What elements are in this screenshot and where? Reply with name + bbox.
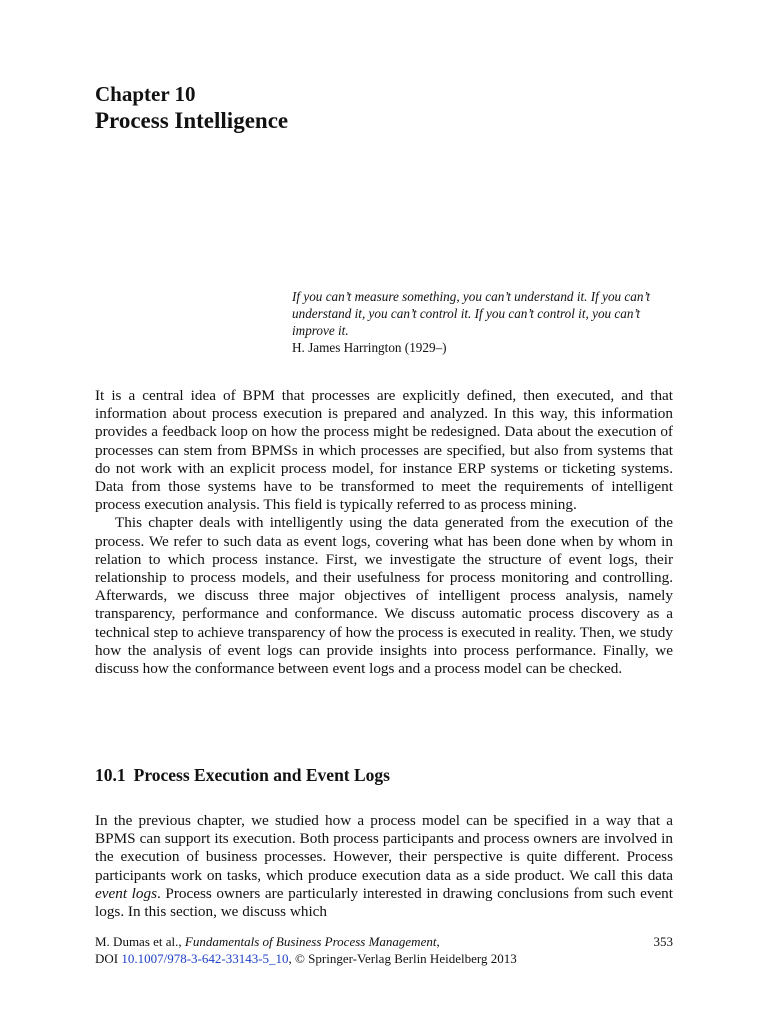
section-text-before: In the previous chapter, we studied how a process model can be specified in a way that a BPMS can support its execution. Both process participants and process owners are involved in the execution of business processes. However, their perspective is quite different. Process participants work on tasks, which produce execution data as a side product. We call this data [95,812,673,884]
doi-prefix: DOI [95,951,122,966]
citation-authors: M. Dumas et al., [95,934,185,949]
chapter-label: Chapter 10 [95,82,196,106]
intro-text [95,387,673,678]
epigraph-author: H. James Harrington (1929–) [292,340,447,355]
intro-paragraph-1: It is a central idea of BPM that processes are explicitly defined, then executed, and that information about process execution is prepared and analyzed. In this way, this information provides a feedback loop on how the process might be redesigned. Data about the execution of processes can stem from BPMSs in which processes are specified, but also from systems that do not work with an explicit process model, for instance ERP systems or ticketing systems. Data from those systems have to be transformed to meet the requirements of intelligent process execution analysis. This field is typically referred to as process mining. [95,387,673,514]
doi-line [95,950,517,967]
section-text [95,812,673,921]
epigraph-quote: If you can’t measure something, you can’t understand it. If you can’t understand it, you can’t control it. If you can’t control it, you can’t improve it. [292,289,651,338]
page-footer [95,933,673,967]
chapter-title: Process Intelligence [95,108,289,133]
section-title: Process Execution and Event Logs [133,765,390,785]
page-number: 353 [653,934,673,949]
doi-link[interactable]: 10.1007/978-3-642-33143-5_10 [121,951,289,966]
intro-paragraph-2: This chapter deals with intelligently using the data generated from the execution of the process. We refer to such data as event logs, covering what has been done when by whom in relation to which process instance. First, we investigate the structure of event logs, their relationship to process models, and their usefulness for process monitoring and controlling. Afterwards, we discuss three major objectives of intelligent process analysis, namely transparency, performance and conformance. We discuss automatic process discovery as a technical step to achieve transparency of how the process is executed in reality. Then, we study how the analysis of event logs can provide insights into process performance. Finally, we discuss how the conformance between event logs and a process model can be checked. [95,514,673,678]
section-heading [95,764,390,786]
section-number: 10.1 [95,765,126,785]
citation-line [95,933,440,950]
epigraph [292,288,673,356]
section-paragraph [95,812,673,921]
section-text-emphasis: event logs [95,884,157,902]
section-text-after: . Process owners are particularly interested in drawing conclusions from such event logs. In this section, we discuss which [95,884,673,921]
citation-book-title: Fundamentals of Business Process Management [184,934,437,949]
citation-comma: , [436,934,440,949]
copyright: , © Springer-Verlag Berlin Heidelberg 2013 [288,951,517,966]
